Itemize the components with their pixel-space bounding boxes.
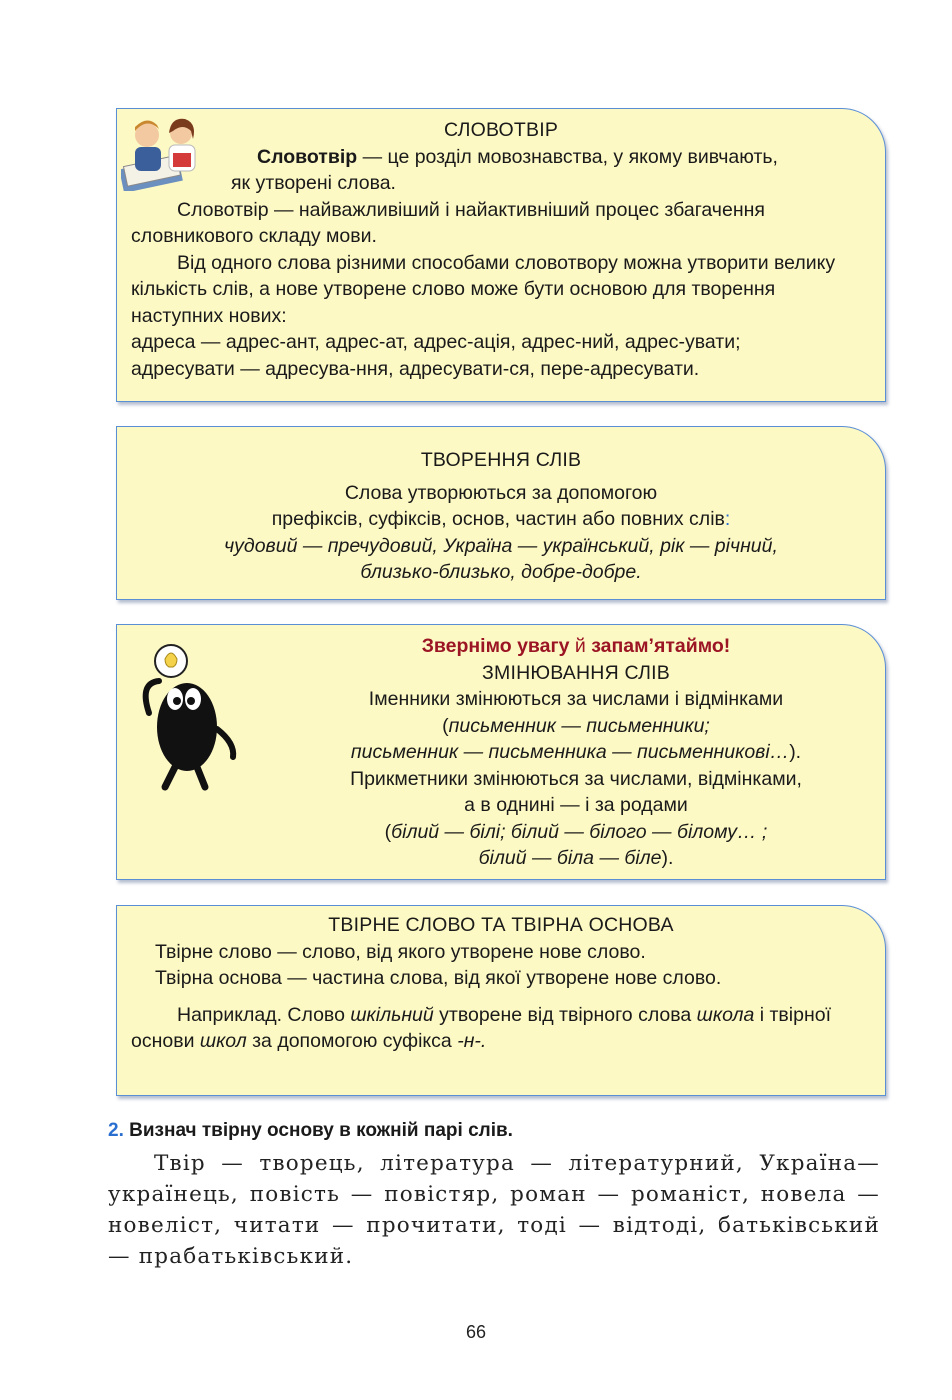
text-line: а в однині — і за родами xyxy=(464,794,688,816)
definition xyxy=(131,144,871,171)
word: школ xyxy=(199,1030,247,1052)
term: Словотвір xyxy=(257,145,358,168)
definition: Твірна основа — частина слова, від якої утворене нове слово. xyxy=(155,967,722,989)
definition-line-2: як утворені слова. xyxy=(231,172,396,194)
task-number: 2. xyxy=(108,1120,124,1141)
definition-text: — це розділ мовознавства, у якому вивчають, xyxy=(357,145,778,168)
exercise-text: Твір — творець, література — літературний, Україна— українець, повість — повістяр, роман — романіст, новела — новеліст, читати — прочитати, тоді — відтоді, батьківський — прабатьківський. xyxy=(108,1151,880,1269)
example: письменник — письменники; xyxy=(448,714,710,737)
text: префіксів, суфіксів, основ, частин або повних слів xyxy=(271,508,725,530)
text: Наприклад. Слово xyxy=(177,1003,351,1026)
example-line xyxy=(277,845,875,872)
thinking-character-illustration xyxy=(135,643,245,793)
example: чудовий — пречудовий, Україна — український, рік — річний, xyxy=(224,534,778,557)
paragraph: Від одного слова різними способами словотвору можна утворити велику кількість слів, а нове утворене слово може бути основою для творення наступних нових: xyxy=(131,251,836,327)
text-line: Іменники змінюються за числами і відмінками xyxy=(368,688,784,710)
paren: ( xyxy=(384,820,392,843)
word: шкільний xyxy=(350,1003,434,1026)
text-line: Прикметники змінюються за числами, відмінками, xyxy=(350,767,802,790)
colon: : xyxy=(724,508,731,530)
text-line: Слова утворюються за допомогою xyxy=(344,481,658,504)
example-line xyxy=(277,739,875,766)
word: -н-. xyxy=(457,1030,487,1052)
example-paragraph xyxy=(131,1002,871,1055)
example: близько-близько, добре-добре. xyxy=(360,561,642,583)
example: письменник — письменника — письменникові… xyxy=(350,741,790,763)
box-title: ТВІРНЕ СЛОВО ТА ТВІРНА ОСНОВА xyxy=(328,914,674,936)
definition: Твірне слово — слово, від якого утворене нове слово. xyxy=(155,940,646,963)
example-line xyxy=(277,713,875,740)
attention-b: й xyxy=(569,635,592,657)
attention-heading xyxy=(277,633,875,660)
info-box-base-word xyxy=(116,905,886,1096)
task-heading xyxy=(108,1120,888,1142)
task-text: Визнач твірну основу в кожній парі слів. xyxy=(123,1120,513,1141)
paren: ). xyxy=(789,741,802,763)
info-box-word-creation xyxy=(116,426,886,600)
students-reading-illustration xyxy=(121,113,209,191)
text: утворене від твірного слова xyxy=(433,1003,697,1026)
example: білий — білі; білий — білого — білому… ; xyxy=(391,820,768,843)
info-box-word-formation xyxy=(116,108,886,402)
example-line: адреса — адрес-ант, адрес-ат, адрес-ація, адрес-ний, адрес-увати; xyxy=(131,331,741,353)
example-line xyxy=(127,533,875,560)
paren: ). xyxy=(661,847,674,869)
word: школа xyxy=(696,1003,755,1026)
example-line xyxy=(127,559,875,586)
box-title: ЗМІНЮВАННЯ СЛІВ xyxy=(482,661,670,684)
paren: ( xyxy=(442,714,449,737)
attention-a: Звернімо увагу xyxy=(421,635,570,657)
box-title: ТВОРЕННЯ СЛІВ xyxy=(420,449,582,471)
example-line: адресувати — адресува-ння, адресувати-ся, пере-адресувати. xyxy=(131,357,700,380)
info-box-word-change xyxy=(116,624,886,880)
example: білий — біла — біле xyxy=(478,847,662,869)
text-line xyxy=(127,506,875,533)
page-number: 66 xyxy=(465,1322,487,1342)
text: і твірної основи xyxy=(131,1003,831,1052)
paragraph: Словотвір — найважливіший і найактивніший процес збагачення словникового складу мови. xyxy=(131,198,765,247)
attention-c: запам’ятаймо! xyxy=(591,635,731,657)
example-line xyxy=(277,819,875,846)
box-title: СЛОВОТВІР xyxy=(443,119,559,141)
text: за допомогою суфікса xyxy=(246,1030,458,1052)
